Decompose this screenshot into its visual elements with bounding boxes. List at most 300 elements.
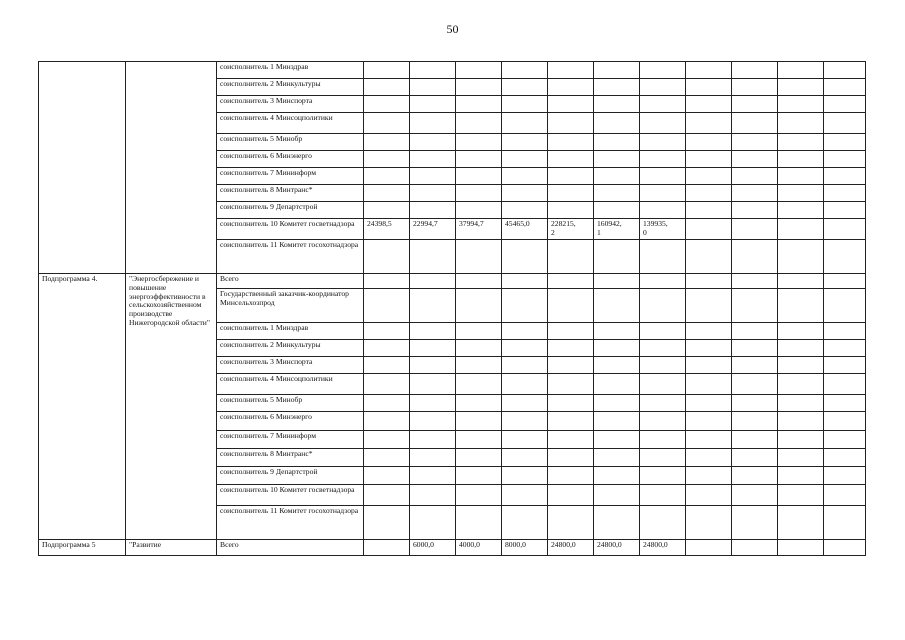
- executor-cell: соисполнитель 2 Минкультуры: [217, 79, 364, 96]
- value-cell: [594, 323, 640, 340]
- value-cell: [686, 540, 732, 556]
- executor-cell: соисполнитель 6 Минэнерго: [217, 151, 364, 168]
- value-cell: [686, 240, 732, 274]
- value-cell: [594, 113, 640, 134]
- value-cell: [778, 62, 824, 79]
- value-cell: [778, 449, 824, 467]
- value-cell: [456, 168, 502, 185]
- value-cell: [594, 431, 640, 449]
- value-cell: [456, 134, 502, 151]
- value-cell: [594, 340, 640, 357]
- value-cell: [456, 374, 502, 395]
- value-cell: [686, 506, 732, 540]
- value-cell: [686, 449, 732, 467]
- value-cell: [640, 240, 686, 274]
- value-cell: [364, 467, 410, 485]
- value-cell: [732, 219, 778, 240]
- value-cell: [364, 79, 410, 96]
- value-cell: 24800,0: [594, 540, 640, 556]
- value-cell: [502, 240, 548, 274]
- value-cell: [364, 151, 410, 168]
- value-cell: [502, 151, 548, 168]
- value-cell: [732, 62, 778, 79]
- value-cell: [456, 467, 502, 485]
- value-cell: [410, 274, 456, 289]
- value-cell: [456, 323, 502, 340]
- value-cell: [364, 113, 410, 134]
- value-cell: [640, 96, 686, 113]
- value-cell: [686, 79, 732, 96]
- value-cell: [456, 412, 502, 431]
- value-cell: 24800,0: [640, 540, 686, 556]
- value-cell: [594, 357, 640, 374]
- value-cell: [824, 274, 866, 289]
- value-cell: [824, 506, 866, 540]
- value-cell: [456, 274, 502, 289]
- value-cell: [594, 185, 640, 202]
- value-cell: [502, 467, 548, 485]
- executor-cell: соисполнитель 11 Комитет госохотнадзора: [217, 506, 364, 540]
- value-cell: [502, 202, 548, 219]
- value-cell: [364, 395, 410, 412]
- value-cell: [824, 79, 866, 96]
- value-cell: [732, 168, 778, 185]
- value-cell: [778, 467, 824, 485]
- value-cell: [686, 219, 732, 240]
- value-cell: [410, 506, 456, 540]
- value-cell: [824, 357, 866, 374]
- value-cell: [502, 412, 548, 431]
- value-cell: [824, 151, 866, 168]
- table-body: [39, 62, 866, 556]
- value-cell: [640, 202, 686, 219]
- value-cell: [686, 151, 732, 168]
- value-cell: [456, 506, 502, 540]
- value-cell: [594, 168, 640, 185]
- value-cell: [824, 168, 866, 185]
- value-cell: [732, 79, 778, 96]
- value-cell: [364, 412, 410, 431]
- value-cell: [410, 151, 456, 168]
- value-cell: 24800,0: [548, 540, 594, 556]
- value-cell: [456, 395, 502, 412]
- executor-cell: соисполнитель 5 Минобр: [217, 395, 364, 412]
- value-cell: [732, 151, 778, 168]
- program-cell: [39, 62, 126, 274]
- value-cell: [502, 289, 548, 323]
- value-cell: [686, 412, 732, 431]
- value-cell: [686, 431, 732, 449]
- value-cell: [594, 467, 640, 485]
- value-cell: [594, 449, 640, 467]
- value-cell: [502, 113, 548, 134]
- value-cell: [594, 151, 640, 168]
- value-cell: [640, 374, 686, 395]
- value-cell: [548, 374, 594, 395]
- value-cell: [732, 340, 778, 357]
- value-cell: [594, 412, 640, 431]
- value-cell: [732, 96, 778, 113]
- value-cell: [548, 168, 594, 185]
- value-cell: [594, 202, 640, 219]
- value-cell: [640, 323, 686, 340]
- executor-cell: соисполнитель 1 Минздрав: [217, 323, 364, 340]
- value-cell: [686, 323, 732, 340]
- value-cell: [548, 431, 594, 449]
- value-cell: [824, 374, 866, 395]
- value-cell: [640, 412, 686, 431]
- value-cell: [548, 202, 594, 219]
- value-cell: [502, 357, 548, 374]
- table-row: [39, 62, 866, 79]
- value-cell: [640, 340, 686, 357]
- value-cell: [548, 62, 594, 79]
- value-cell: [594, 374, 640, 395]
- value-cell: [548, 467, 594, 485]
- value-cell: [410, 62, 456, 79]
- value-cell: [778, 412, 824, 431]
- value-cell: [778, 79, 824, 96]
- executor-cell: соисполнитель 8 Минтранс*: [217, 185, 364, 202]
- value-cell: [686, 289, 732, 323]
- executor-cell: соисполнитель 4 Минсоцполитики: [217, 113, 364, 134]
- value-cell: [640, 449, 686, 467]
- value-cell: [732, 240, 778, 274]
- value-cell: [410, 412, 456, 431]
- value-cell: [778, 134, 824, 151]
- value-cell: [732, 540, 778, 556]
- value-cell: [640, 289, 686, 323]
- value-cell: [778, 289, 824, 323]
- executor-cell: соисполнитель 3 Минспорта: [217, 357, 364, 374]
- program-cell: Подпрограмма 4.: [39, 274, 126, 540]
- value-cell: [548, 395, 594, 412]
- value-cell: [824, 431, 866, 449]
- value-cell: [502, 431, 548, 449]
- value-cell: 8000,0: [502, 540, 548, 556]
- value-cell: [594, 485, 640, 506]
- value-cell: [732, 431, 778, 449]
- value-cell: [364, 506, 410, 540]
- value-cell: [456, 485, 502, 506]
- value-cell: [778, 274, 824, 289]
- value-cell: [410, 185, 456, 202]
- value-cell: [548, 274, 594, 289]
- executor-cell: соисполнитель 5 Минобр: [217, 134, 364, 151]
- value-cell: [456, 202, 502, 219]
- value-cell: [456, 357, 502, 374]
- value-cell: [640, 79, 686, 96]
- value-cell: [778, 185, 824, 202]
- value-cell: [502, 96, 548, 113]
- executor-cell: соисполнитель 3 Минспорта: [217, 96, 364, 113]
- value-cell: 4000,0: [456, 540, 502, 556]
- value-cell: [778, 431, 824, 449]
- value-cell: [640, 431, 686, 449]
- value-cell: [824, 340, 866, 357]
- value-cell: [594, 240, 640, 274]
- value-cell: [456, 289, 502, 323]
- value-cell: [640, 395, 686, 412]
- value-cell: [594, 289, 640, 323]
- value-cell: [732, 374, 778, 395]
- executor-cell: соисполнитель 2 Минкультуры: [217, 340, 364, 357]
- value-cell: [364, 357, 410, 374]
- value-cell: [502, 506, 548, 540]
- value-cell: [686, 274, 732, 289]
- value-cell: [456, 449, 502, 467]
- value-cell: [410, 395, 456, 412]
- value-cell: [732, 357, 778, 374]
- value-cell: [410, 485, 456, 506]
- value-cell: [732, 323, 778, 340]
- value-cell: [548, 79, 594, 96]
- value-cell: [686, 395, 732, 412]
- value-cell: [548, 185, 594, 202]
- value-cell: [364, 240, 410, 274]
- value-cell: [364, 274, 410, 289]
- executor-cell: Государственный заказчик-координатор Минсельхозпрод: [217, 289, 364, 323]
- value-cell: [824, 395, 866, 412]
- value-cell: [364, 540, 410, 556]
- value-cell: [778, 202, 824, 219]
- value-cell: [824, 202, 866, 219]
- value-cell: [548, 412, 594, 431]
- value-cell: [364, 374, 410, 395]
- value-cell: 22994,7: [410, 219, 456, 240]
- value-cell: [502, 340, 548, 357]
- value-cell: [732, 289, 778, 323]
- value-cell: [824, 289, 866, 323]
- value-cell: 139935, 0: [640, 219, 686, 240]
- value-cell: [778, 395, 824, 412]
- value-cell: [778, 485, 824, 506]
- executor-cell: соисполнитель 9 Департстрой: [217, 202, 364, 219]
- value-cell: [778, 96, 824, 113]
- value-cell: [824, 185, 866, 202]
- value-cell: [410, 134, 456, 151]
- value-cell: [640, 113, 686, 134]
- value-cell: [640, 357, 686, 374]
- executor-cell: соисполнитель 9 Департстрой: [217, 467, 364, 485]
- program-cell: Подпрограмма 5: [39, 540, 126, 556]
- program-title-cell: "Развитие: [126, 540, 217, 556]
- value-cell: [364, 485, 410, 506]
- executor-cell: Всего: [217, 540, 364, 556]
- value-cell: [640, 485, 686, 506]
- value-cell: [640, 185, 686, 202]
- value-cell: [410, 202, 456, 219]
- value-cell: [410, 340, 456, 357]
- value-cell: [778, 540, 824, 556]
- value-cell: [410, 323, 456, 340]
- executor-cell: соисполнитель 10 Комитет госветнадзора: [217, 485, 364, 506]
- value-cell: [778, 240, 824, 274]
- value-cell: [548, 323, 594, 340]
- value-cell: [410, 168, 456, 185]
- value-cell: [778, 506, 824, 540]
- value-cell: [364, 323, 410, 340]
- value-cell: [502, 449, 548, 467]
- executor-cell: соисполнитель 7 Мининформ: [217, 168, 364, 185]
- value-cell: [824, 485, 866, 506]
- value-cell: [824, 449, 866, 467]
- value-cell: [456, 113, 502, 134]
- value-cell: [732, 412, 778, 431]
- value-cell: [732, 467, 778, 485]
- value-cell: [640, 134, 686, 151]
- value-cell: [548, 506, 594, 540]
- value-cell: [686, 134, 732, 151]
- value-cell: [548, 449, 594, 467]
- value-cell: [686, 96, 732, 113]
- value-cell: [732, 449, 778, 467]
- value-cell: [364, 168, 410, 185]
- value-cell: [364, 202, 410, 219]
- value-cell: [640, 168, 686, 185]
- value-cell: [594, 79, 640, 96]
- value-cell: [548, 151, 594, 168]
- value-cell: [824, 62, 866, 79]
- value-cell: [686, 374, 732, 395]
- value-cell: [778, 374, 824, 395]
- value-cell: [502, 168, 548, 185]
- value-cell: [410, 79, 456, 96]
- value-cell: [686, 62, 732, 79]
- value-cell: [456, 340, 502, 357]
- value-cell: [778, 113, 824, 134]
- value-cell: [824, 113, 866, 134]
- value-cell: [594, 274, 640, 289]
- value-cell: [548, 289, 594, 323]
- value-cell: [410, 374, 456, 395]
- value-cell: 6000,0: [410, 540, 456, 556]
- value-cell: [640, 467, 686, 485]
- value-cell: 228215, 2: [548, 219, 594, 240]
- value-cell: [548, 485, 594, 506]
- value-cell: [824, 467, 866, 485]
- value-cell: [364, 185, 410, 202]
- value-cell: [364, 96, 410, 113]
- value-cell: [502, 79, 548, 96]
- value-cell: [824, 134, 866, 151]
- value-cell: [456, 240, 502, 274]
- value-cell: [686, 185, 732, 202]
- value-cell: [732, 274, 778, 289]
- value-cell: [502, 485, 548, 506]
- value-cell: [594, 395, 640, 412]
- value-cell: [594, 506, 640, 540]
- value-cell: [732, 134, 778, 151]
- value-cell: [410, 449, 456, 467]
- value-cell: [502, 134, 548, 151]
- value-cell: [686, 113, 732, 134]
- value-cell: [778, 357, 824, 374]
- value-cell: [686, 340, 732, 357]
- value-cell: [456, 96, 502, 113]
- value-cell: [640, 506, 686, 540]
- value-cell: [824, 219, 866, 240]
- executor-cell: соисполнитель 8 Минтранс*: [217, 449, 364, 467]
- value-cell: [502, 185, 548, 202]
- value-cell: [548, 134, 594, 151]
- value-cell: [778, 340, 824, 357]
- value-cell: [410, 357, 456, 374]
- value-cell: [364, 340, 410, 357]
- value-cell: [824, 323, 866, 340]
- value-cell: [594, 62, 640, 79]
- value-cell: [824, 240, 866, 274]
- value-cell: [732, 485, 778, 506]
- value-cell: [686, 202, 732, 219]
- value-cell: [778, 323, 824, 340]
- value-cell: [364, 289, 410, 323]
- program-title-cell: "Энергосбережение и повышение энергоэффективности в сельскохозяйственном производстве Нижегородской области": [126, 274, 217, 540]
- table-row: [39, 274, 866, 289]
- value-cell: [548, 357, 594, 374]
- value-cell: [686, 467, 732, 485]
- value-cell: [686, 357, 732, 374]
- value-cell: 37994,7: [456, 219, 502, 240]
- value-cell: [364, 62, 410, 79]
- value-cell: [502, 62, 548, 79]
- program-title-cell: [126, 62, 217, 274]
- executor-cell: соисполнитель 11 Комитет госохотнадзора: [217, 240, 364, 274]
- value-cell: [594, 134, 640, 151]
- value-cell: [364, 449, 410, 467]
- value-cell: [548, 340, 594, 357]
- value-cell: [824, 540, 866, 556]
- value-cell: [732, 113, 778, 134]
- value-cell: [824, 96, 866, 113]
- value-cell: [778, 151, 824, 168]
- value-cell: [410, 467, 456, 485]
- executor-cell: Всего: [217, 274, 364, 289]
- value-cell: [410, 96, 456, 113]
- value-cell: [502, 395, 548, 412]
- value-cell: [548, 96, 594, 113]
- value-cell: [640, 151, 686, 168]
- value-cell: [456, 431, 502, 449]
- value-cell: [456, 62, 502, 79]
- value-cell: [456, 151, 502, 168]
- value-cell: [732, 395, 778, 412]
- value-cell: [410, 240, 456, 274]
- value-cell: [640, 274, 686, 289]
- value-cell: [456, 185, 502, 202]
- page-number: 50: [446, 22, 459, 36]
- value-cell: [778, 168, 824, 185]
- executor-cell: соисполнитель 10 Комитет госветнадзора: [217, 219, 364, 240]
- value-cell: [640, 62, 686, 79]
- value-cell: [410, 431, 456, 449]
- value-cell: [548, 113, 594, 134]
- value-cell: [502, 274, 548, 289]
- value-cell: [502, 323, 548, 340]
- executor-cell: соисполнитель 1 Минздрав: [217, 62, 364, 79]
- executor-cell: соисполнитель 6 Минэнерго: [217, 412, 364, 431]
- value-cell: [778, 219, 824, 240]
- value-cell: [410, 289, 456, 323]
- value-cell: [456, 79, 502, 96]
- value-cell: [364, 134, 410, 151]
- value-cell: 24398,5: [364, 219, 410, 240]
- table-row: [39, 540, 866, 556]
- value-cell: [364, 431, 410, 449]
- budget-table: [38, 61, 866, 556]
- value-cell: 45465,0: [502, 219, 548, 240]
- value-cell: [410, 113, 456, 134]
